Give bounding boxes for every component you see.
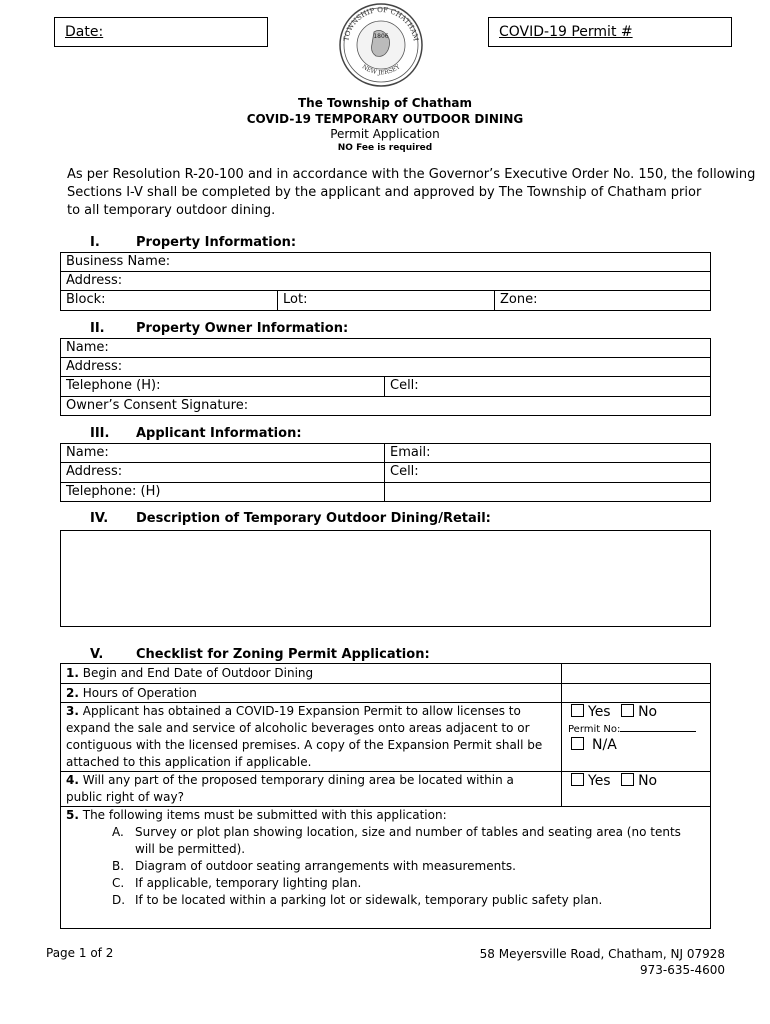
checklist-item-2: 2. Hours of Operation: [66, 686, 197, 700]
item-4-no-label: No: [638, 773, 658, 789]
applicant-name-field[interactable]: Name:: [66, 445, 109, 460]
item-3-na-checkbox[interactable]: [571, 737, 584, 750]
submission-list: [112, 824, 681, 909]
section-1-title: Property Information:: [136, 235, 297, 250]
applicant-telephone-field[interactable]: Telephone: (H): [66, 484, 161, 499]
township-title: The Township of Chatham: [297, 96, 473, 110]
section-5-number: V.: [90, 647, 104, 662]
item-3-no-checkbox[interactable]: [621, 704, 634, 717]
checklist-item-4: 4. Will any part of the proposed temporary dining area be located within a public right of way?: [66, 773, 514, 804]
business-name-field[interactable]: Business Name:: [66, 254, 171, 269]
svg-text:1806: 1806: [373, 33, 389, 40]
date-field[interactable]: [54, 17, 268, 47]
permit-no-label: Permit No:: [568, 724, 621, 735]
description-textarea[interactable]: [60, 530, 711, 627]
item-3-yes-checkbox[interactable]: [571, 704, 584, 717]
list-item: B. Diagram of outdoor seating arrangements with measurements.: [112, 859, 516, 873]
township-seal: [336, 2, 426, 88]
checklist-item-1: 1. Begin and End Date of Outdoor Dining: [66, 666, 314, 680]
applicant-address-field[interactable]: Address:: [66, 464, 123, 479]
owner-telephone-field[interactable]: Telephone (H):: [66, 378, 161, 393]
checklist-item-5: 5. The following items must be submitted with this application:: [66, 808, 447, 822]
footer-address: 58 Meyersville Road, Chatham, NJ 07928: [479, 947, 725, 961]
item-4-yes-label: Yes: [588, 773, 611, 789]
item-4-yes-checkbox[interactable]: [571, 773, 584, 786]
fee-note: NO Fee is required: [337, 143, 433, 153]
section-3-number: III.: [90, 426, 110, 441]
section-4-title: Description of Temporary Outdoor Dining/Retail:: [136, 511, 491, 526]
permit-no-field[interactable]: [620, 722, 696, 732]
page-number: Page 1 of 2: [46, 946, 114, 960]
section-1-number: I.: [90, 235, 100, 250]
section-2-title: Property Owner Information:: [136, 321, 349, 336]
permit-number-label: COVID-19 Permit #: [499, 24, 633, 40]
item-4-no-checkbox[interactable]: [621, 773, 634, 786]
intro-line-1: As per Resolution R-20-100 and in accordance with the Governor’s Executive Order No. 150, the following: [67, 167, 756, 182]
owner-consent-signature-field[interactable]: Owner’s Consent Signature:: [66, 398, 249, 413]
svg-text:NEW JERSEY: NEW JERSEY: [360, 63, 402, 77]
list-item: C. If applicable, temporary lighting plan.: [112, 876, 362, 890]
intro-line-3: to all temporary outdoor dining.: [67, 203, 276, 218]
applicant-cell-field[interactable]: Cell:: [390, 464, 419, 479]
owner-cell-field[interactable]: Cell:: [390, 378, 419, 393]
item-3-na-label: N/A: [592, 737, 617, 753]
form-subtitle: Permit Application: [330, 127, 440, 141]
form-title: COVID-19 TEMPORARY OUTDOOR DINING: [246, 112, 524, 126]
section-3-title: Applicant Information:: [136, 426, 302, 441]
intro-line-2: Sections I-V shall be completed by the applicant and approved by The Township of Chatham prior: [67, 185, 702, 200]
date-label: Date:: [65, 24, 104, 40]
item-3-no-label: No: [638, 704, 658, 720]
permit-number-field[interactable]: [488, 17, 732, 47]
list-item: D. If to be located within a parking lot or sidewalk, temporary public safety plan.: [112, 893, 603, 907]
section-4-number: IV.: [90, 511, 109, 526]
property-address-field[interactable]: Address:: [66, 273, 123, 288]
list-item: A. Survey or plot plan showing location, size and number of tables and seating area (no tents: [112, 825, 681, 839]
svg-text:TOWNSHIP OF CHATHAM: TOWNSHIP OF CHATHAM: [342, 5, 420, 42]
owner-name-field[interactable]: Name:: [66, 340, 109, 355]
list-item-continuation: will be permitted).: [135, 842, 246, 856]
lot-field[interactable]: Lot:: [283, 292, 308, 307]
checklist-item-3: 3. Applicant has obtained a COVID-19 Expansion Permit to allow licenses to expand the sale and service of alcoholic beverages onto areas adjacent to or contiguous with the licensed premises. A copy of the Expansion Permit shall be attached to this application if applicable.: [66, 704, 543, 769]
section-5-title: Checklist for Zoning Permit Application:: [136, 647, 430, 662]
section-2-number: II.: [90, 321, 105, 336]
block-field[interactable]: Block:: [66, 292, 106, 307]
zone-field[interactable]: Zone:: [500, 292, 538, 307]
applicant-email-field[interactable]: Email:: [390, 445, 431, 460]
item-3-yes-label: Yes: [588, 704, 611, 720]
footer-phone: 973-635-4600: [639, 963, 725, 977]
owner-address-field[interactable]: Address:: [66, 359, 123, 374]
